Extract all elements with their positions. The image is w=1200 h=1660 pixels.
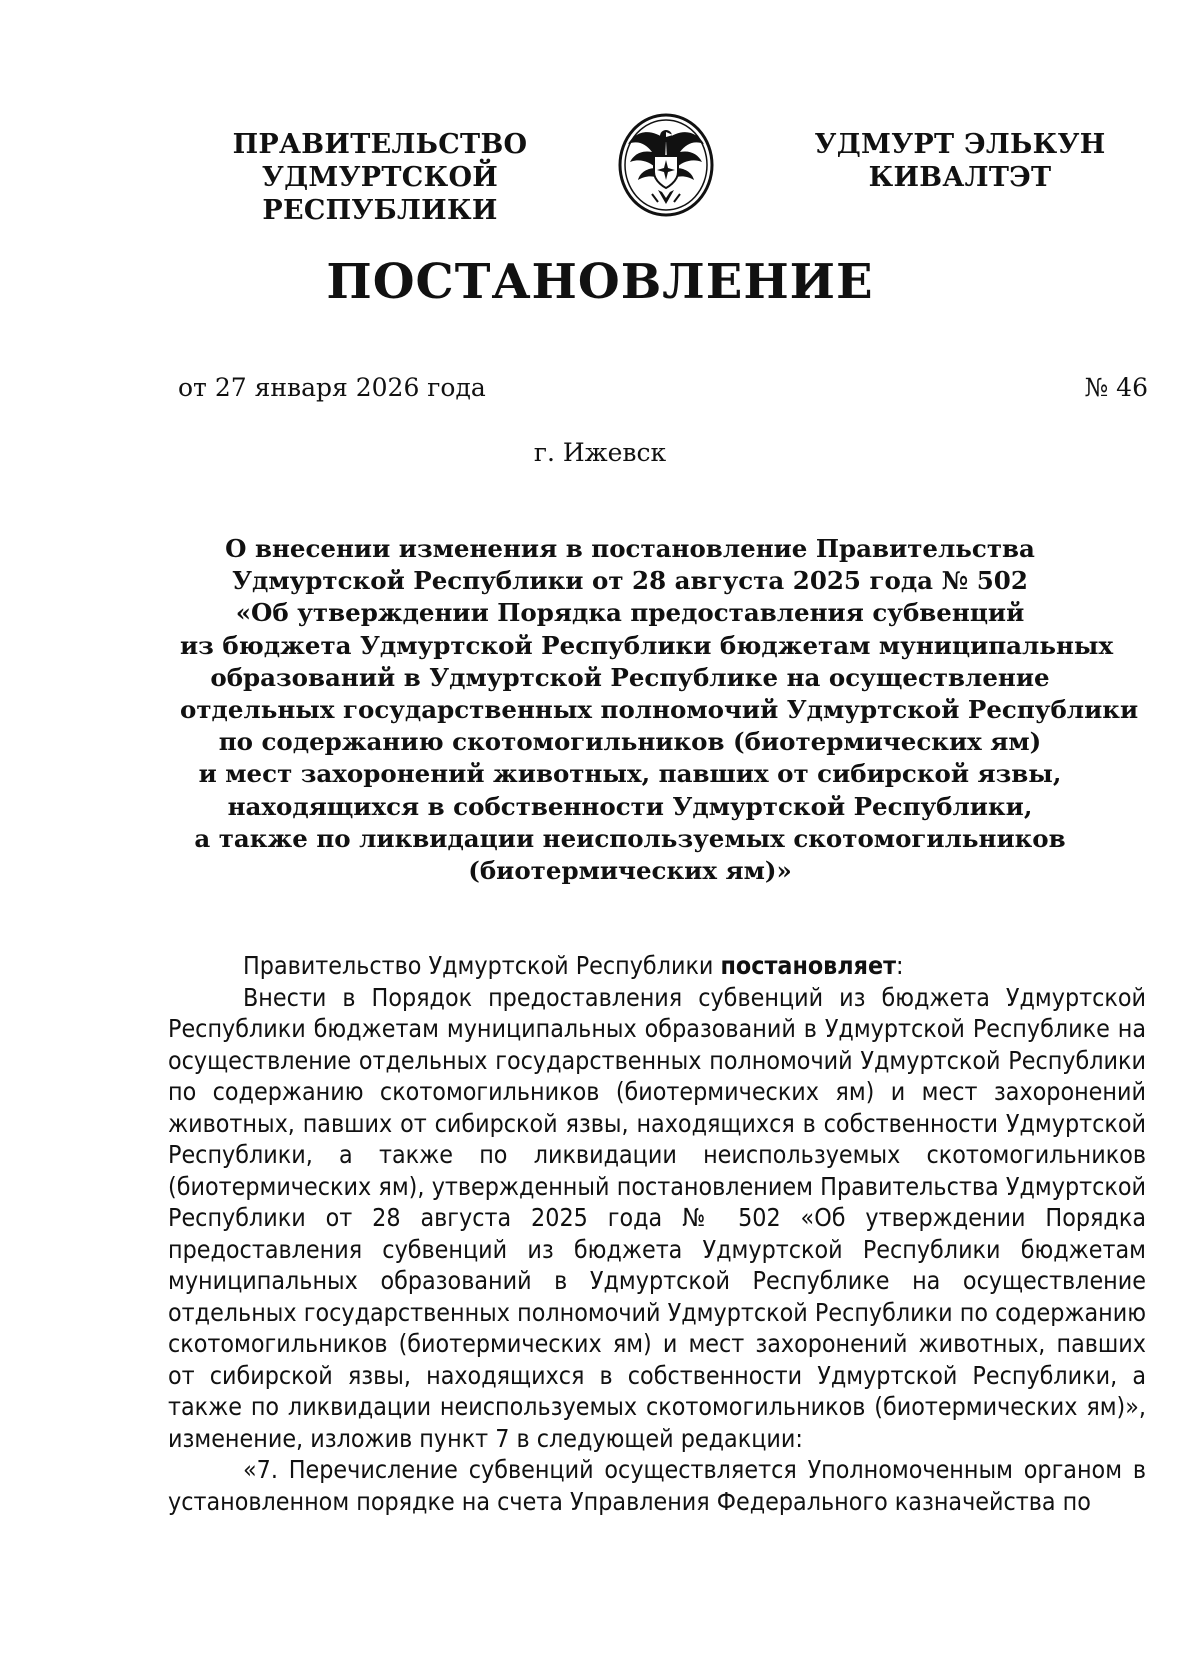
lead-verb: постановляет	[720, 951, 897, 980]
document-body	[168, 950, 1146, 1517]
issuer-line-1: ПРАВИТЕЛЬСТВО	[232, 129, 528, 160]
subject-line: Удмуртской Республики от 28 августа 2025 года № 502	[232, 566, 1028, 596]
subject-line: и мест захоронений животных, павших от сибирской язвы,	[198, 759, 1062, 789]
subject-line: по содержанию скотомогильников (биотермических ям)	[218, 727, 1042, 757]
subject-line: образований в Удмуртской Республике на осуществление	[210, 662, 1050, 692]
lead-text: Правительство Удмуртской Республики	[243, 951, 721, 980]
issuer-name-russian	[150, 128, 610, 227]
subject-line: а также по ликвидации неиспользуемых скотомогильников	[194, 823, 1066, 853]
document-date: от 27 января 2026 года	[178, 373, 486, 402]
subject-line: (биотермических ям)»	[468, 856, 792, 886]
udmurt-coat-of-arms-icon	[612, 110, 720, 218]
resolution-lead	[168, 950, 1146, 982]
subject-line: «Об утверждении Порядка предоставления субвенций	[235, 598, 1025, 628]
subject-line: О внесении изменения в постановление Правительства	[225, 534, 1035, 563]
subject-line: отдельных государственных полномочий Удмуртской Республики	[180, 695, 1139, 725]
document-city: г. Ижевск	[533, 438, 667, 467]
issuer-line-2: УДМУРТСКОЙ РЕСПУБЛИКИ	[261, 162, 499, 226]
document-subject	[180, 533, 1139, 887]
document-type-title: ПОСТАНОВЛЕНИЕ	[326, 254, 874, 310]
issuer-name-udmurt	[790, 128, 1130, 194]
issuer-udmurt-line-1: УДМУРТ ЭЛЬКУН	[814, 129, 1106, 160]
body-paragraph-1: Внести в Порядок предоставления субвенций из бюджета Удмуртской Республики бюджетам муниципальных образований в Удмуртской Республике на осуществление отдельных государственных полномочий Удмуртской Республики по содержанию скотомогильников (биотермических ям) и мест захоронений животных, павших от сибирской язвы, находящихся в собственности Удмуртской Республики, а также по ликвидации неиспользуемых скотомогильников (биотермических ям), утвержденный постановлением Правительства Удмуртской Республики от 28 августа 2025 года № 502 «Об утверждении Порядка предоставления субвенций из бюджета Удмуртской Республики бюджетам муниципальных образований в Удмуртской Республике на осуществление отдельных государственных полномочий Удмуртской Республики по содержанию скотомогильников (биотермических ям) и мест захоронений животных, павших от сибирской язвы, находящихся в собственности Удмуртской Республики, а также по ликвидации неиспользуемых скотомогильников (биотермических ям)», изменение, изложив пункт 7 в следующей редакции:	[168, 982, 1146, 1453]
subject-line: из бюджета Удмуртской Республики бюджетам муниципальных	[180, 630, 1114, 660]
lead-colon: :	[896, 951, 904, 980]
document-number: № 46	[1084, 373, 1148, 402]
subject-line: находящихся в собственности Удмуртской Республики,	[227, 791, 1033, 821]
body-paragraph-2: «7. Перечисление субвенций осуществляется Уполномоченным органом в установленном порядке на счета Управления Федерального казначейства по	[168, 1455, 1146, 1516]
issuer-udmurt-line-2: КИВАЛТЭТ	[868, 162, 1052, 193]
